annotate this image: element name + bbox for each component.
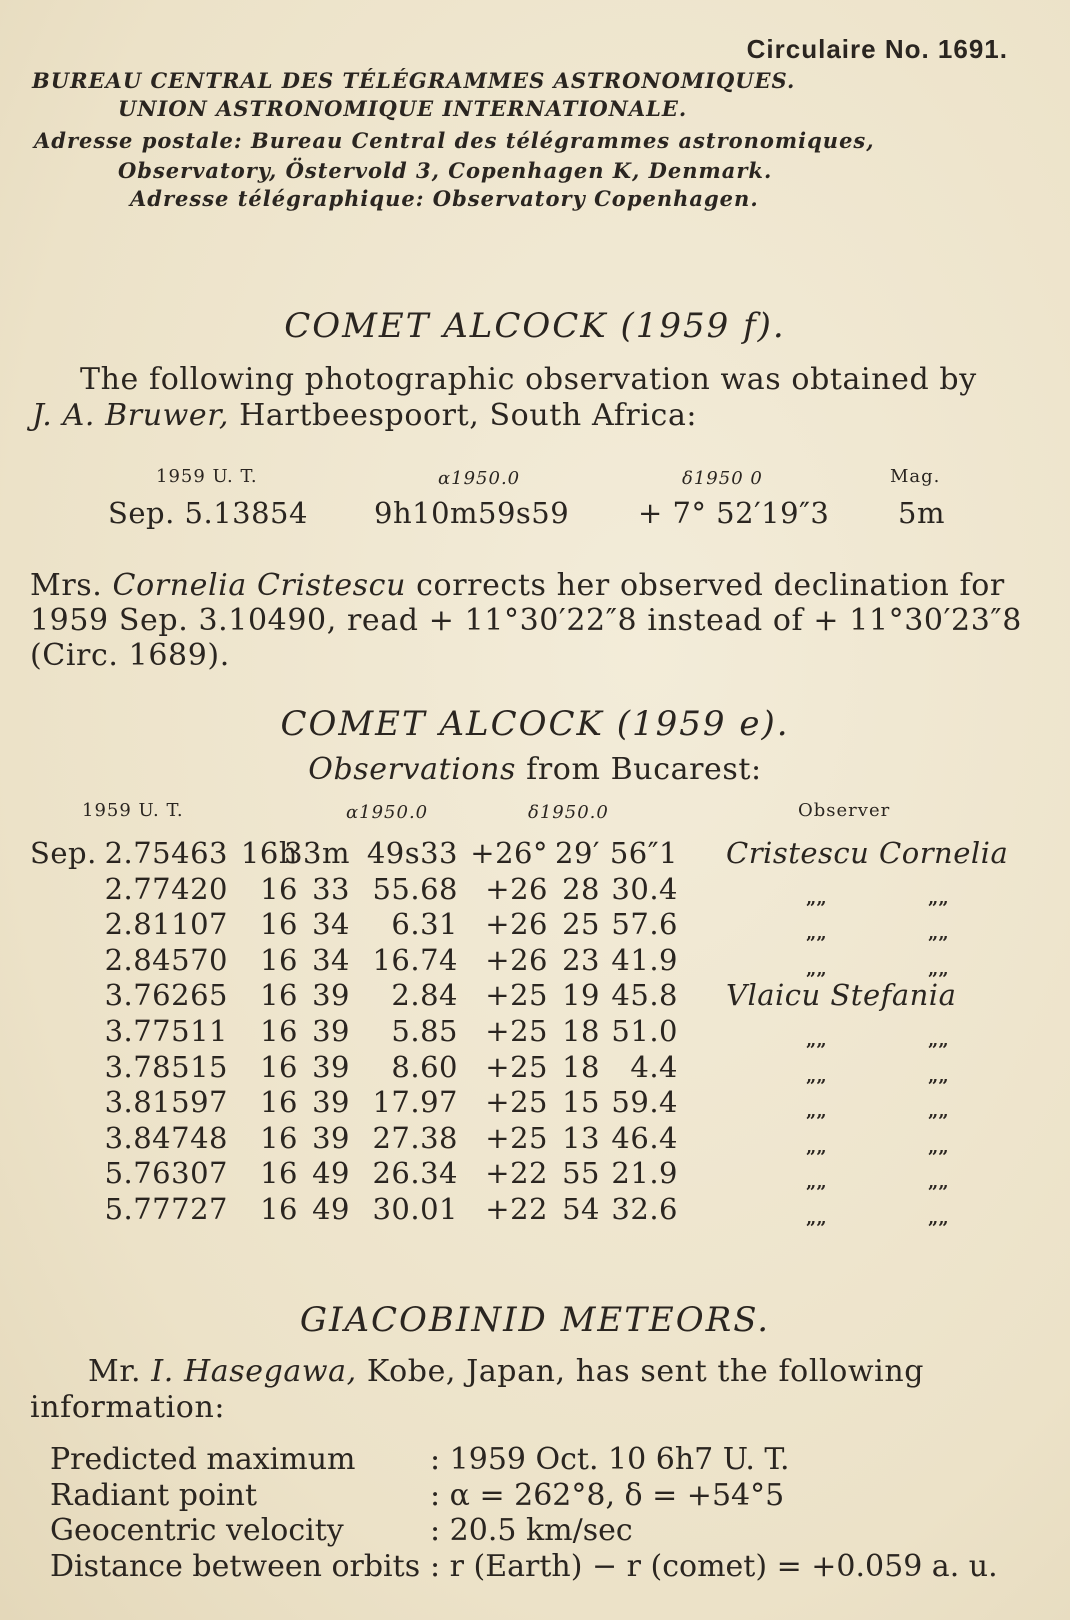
meteor-value: : 1959 Oct. 10 6h7 U. T. xyxy=(430,1442,790,1477)
cell-ra-h: 16 xyxy=(260,1014,298,1048)
cell-date: 5.76307 xyxy=(104,1156,228,1191)
meteor-intro-prefix: Mr. xyxy=(88,1354,152,1389)
cell-dec-d: +26 xyxy=(485,871,548,906)
meteor-value: : α = 262°8, δ = +54°5 xyxy=(430,1477,785,1513)
ditto-mark: „„ xyxy=(806,1101,827,1123)
cell-dec-s: 4.4 xyxy=(630,1049,678,1084)
col-header-dec: δ1950 0 xyxy=(682,468,763,489)
section-title-comet-alcock-e: COMET ALCOCK (1959 e). xyxy=(280,704,790,744)
cell-ra-h: 16 xyxy=(260,1049,298,1084)
cell-dec-s: 51.0 xyxy=(611,1014,678,1048)
cell-date: 2.75463 xyxy=(104,836,228,870)
cell-ra-s: 2.84 xyxy=(391,978,458,1013)
table-col-dec: δ1950.0 xyxy=(528,802,609,823)
cell-ra-m: 39 xyxy=(312,1120,350,1155)
cell-dec-m: 54 xyxy=(562,1192,600,1226)
cell-dec-s: 32.6 xyxy=(611,1192,678,1226)
obs-mag: 5m xyxy=(898,496,945,530)
cell-ra-s: 5.85 xyxy=(391,1014,458,1048)
cell-dec-m: 23 xyxy=(562,942,600,977)
cell-dec-s: 59.4 xyxy=(611,1085,678,1120)
ditto-mark: „„ xyxy=(806,887,827,909)
ditto-mark: „„ xyxy=(928,923,949,945)
ditto-mark: „„ xyxy=(806,1172,827,1194)
ditto-mark: „„ xyxy=(806,958,827,980)
correction-line2: 1959 Sep. 3.10490, read + 11°30′22″8 instead of + 11°30′23″8 xyxy=(30,603,1022,638)
section-title-comet-alcock-f: COMET ALCOCK (1959 f). xyxy=(284,306,786,346)
ditto-mark: „„ xyxy=(928,1101,949,1123)
cell-dec-m: 29′ xyxy=(555,836,600,870)
cell-ra-m: 34 xyxy=(312,942,350,977)
cell-ra-m: 39 xyxy=(312,978,350,1013)
cell-date: 3.81597 xyxy=(104,1085,228,1120)
cell-date: 3.77511 xyxy=(104,1014,228,1048)
cell-dec-m: 15 xyxy=(562,1085,600,1120)
postal-address: Adresse postale: Bureau Central des télégrammes astronomiques, xyxy=(34,128,875,153)
meteor-label: Radiant point xyxy=(50,1477,257,1513)
cell-date: 3.76265 xyxy=(104,978,228,1013)
ditto-mark: „„ xyxy=(928,1136,949,1158)
ditto-mark: „„ xyxy=(806,923,827,945)
cell-ra-h: 16 xyxy=(260,871,298,906)
observer-name: J. A. Bruwer, xyxy=(32,398,230,433)
cell-ra-s: 16.74 xyxy=(372,942,458,977)
obs-dec: + 7° 52′19″3 xyxy=(638,496,830,530)
cell-ra-m: 34 xyxy=(312,907,350,942)
cell-ra-h: 16 xyxy=(260,1192,298,1226)
subtitle-place: from Bucarest: xyxy=(516,752,762,787)
section1-intro-line2 xyxy=(32,398,697,433)
cell-ra-s: 17.97 xyxy=(372,1085,458,1120)
cell-dec-d: +25 xyxy=(485,1049,548,1084)
cell-ra-h: 16 xyxy=(260,1085,298,1120)
bureau-name: BUREAU CENTRAL DES TÉLÉGRAMMES ASTRONOMIQUES. xyxy=(32,68,796,93)
cell-ra-s: 6.31 xyxy=(391,907,458,942)
meteor-observer: I. Hasegawa, xyxy=(151,1354,357,1389)
cell-dec-d: +22 xyxy=(485,1156,548,1191)
cell-date: 3.78515 xyxy=(104,1049,228,1084)
meteor-label: Predicted maximum xyxy=(50,1442,356,1477)
cell-dec-d: +26° xyxy=(470,836,548,870)
cell-ra-h: 16 xyxy=(260,907,298,942)
cell-ra-m: 39 xyxy=(312,1014,350,1048)
col-header-mag: Mag. xyxy=(890,466,941,487)
cell-dec-d: +25 xyxy=(485,1014,548,1048)
cell-ra-m: 49 xyxy=(312,1156,350,1191)
meteor-label: Geocentric velocity xyxy=(50,1513,344,1548)
section2-subtitle xyxy=(0,752,1070,787)
cell-dec-m: 18 xyxy=(562,1014,600,1048)
cell-dec-d: +25 xyxy=(485,1085,548,1120)
ditto-mark: „„ xyxy=(806,1065,827,1087)
cell-dec-m: 55 xyxy=(562,1156,600,1191)
section1-intro: The following photographic observation was obtained by xyxy=(80,362,977,397)
ditto-mark: „„ xyxy=(928,1030,949,1051)
cell-ra-m: 49 xyxy=(312,1192,350,1226)
meteor-intro xyxy=(88,1354,924,1389)
cell-date: 2.81107 xyxy=(104,907,228,942)
cell-ra-h: 16 xyxy=(260,1156,298,1191)
cell-ra-h: 16h xyxy=(240,836,298,870)
meteor-intro-line2: information: xyxy=(30,1390,226,1425)
ditto-mark: „„ xyxy=(806,1136,827,1158)
cell-dec-d: +25 xyxy=(485,978,548,1013)
meteor-intro-text: Kobe, Japan, has sent the following xyxy=(356,1354,925,1389)
cell-ra-h: 16 xyxy=(260,978,298,1013)
obs-ra: 9h10m59s59 xyxy=(374,496,570,530)
table-col-observer: Observer xyxy=(798,800,891,821)
meteor-value: : 20.5 km/sec xyxy=(430,1513,633,1548)
cell-ra-s: 26.34 xyxy=(372,1156,458,1191)
correction-text: corrects her observed declination for xyxy=(406,568,1005,603)
observer-location: Hartbeespoort, South Africa: xyxy=(229,398,698,433)
cell-ra-h: 16 xyxy=(260,1120,298,1155)
cell-dec-d: +22 xyxy=(485,1192,548,1226)
cell-observer: Cristescu Cornelia xyxy=(726,836,1009,870)
cell-dec-s: 21.9 xyxy=(611,1156,678,1191)
telegraphic-address: Adresse télégraphique: Observatory Copenhagen. xyxy=(130,186,759,211)
cell-ra-m: 33m xyxy=(284,836,350,870)
cell-dec-d: +25 xyxy=(485,1120,548,1155)
cell-dec-s: 41.9 xyxy=(611,942,678,977)
col-header-ut: 1959 U. T. xyxy=(156,466,258,487)
cell-dec-m: 19 xyxy=(562,978,600,1013)
table-col-ra: α1950.0 xyxy=(346,802,429,823)
cell-ra-m: 39 xyxy=(312,1085,350,1120)
ditto-mark: „„ xyxy=(928,1172,949,1194)
cell-dec-m: 18 xyxy=(562,1049,600,1084)
meteor-value: : r (Earth) − r (comet) = +0.059 a. u. xyxy=(430,1548,998,1584)
cell-date: 5.77727 xyxy=(104,1192,228,1226)
cell-dec-s: 45.8 xyxy=(611,978,678,1013)
cell-dec-s: 57.6 xyxy=(611,907,678,942)
meteor-label: Distance between orbits xyxy=(50,1548,421,1584)
cell-ra-m: 33 xyxy=(312,871,350,906)
cell-date: 3.84748 xyxy=(104,1120,228,1155)
ditto-mark: „„ xyxy=(806,1030,827,1051)
cell-dec-d: +26 xyxy=(485,942,548,977)
cell-ra-s: 30.01 xyxy=(372,1192,458,1226)
correction-prefix: Mrs. xyxy=(30,568,113,603)
subtitle-observations: Observations xyxy=(308,752,517,787)
cell-dec-d: +26 xyxy=(485,907,548,942)
correction-name: Cornelia Cristescu xyxy=(112,568,406,603)
cell-dec-s: 30.4 xyxy=(611,871,678,906)
cell-ra-s: 27.38 xyxy=(372,1120,458,1155)
correction-line1 xyxy=(30,568,1005,603)
union-name: UNION ASTRONOMIQUE INTERNATIONALE. xyxy=(118,96,688,121)
obs-date: Sep. 5.13854 xyxy=(108,496,308,530)
postal-address-line2: Observatory, Östervold 3, Copenhagen K, Denmark. xyxy=(118,158,773,183)
table-col-ut: 1959 U. T. xyxy=(82,800,184,821)
ditto-mark: „„ xyxy=(928,887,949,909)
section-title-giacobinid: GIACOBINID METEORS. xyxy=(299,1300,771,1340)
cell-ra-s: 8.60 xyxy=(391,1049,458,1084)
cell-date: 2.77420 xyxy=(104,871,228,906)
col-header-ra: α1950.0 xyxy=(438,468,521,489)
ditto-mark: „„ xyxy=(928,1208,949,1229)
circular-number: Circulaire No. 1691. xyxy=(746,34,1008,64)
cell-observer: Vlaicu Stefania xyxy=(726,978,957,1013)
correction-line3: (Circ. 1689). xyxy=(30,638,230,673)
cell-dec-m: 25 xyxy=(562,907,600,942)
cell-dec-m: 13 xyxy=(562,1120,600,1155)
ditto-mark: „„ xyxy=(928,958,949,980)
cell-ra-s: 49s33 xyxy=(366,836,458,870)
cell-dec-m: 28 xyxy=(562,871,600,906)
cell-ra-h: 16 xyxy=(260,942,298,977)
cell-dec-s: 56″1 xyxy=(609,836,678,870)
cell-ra-m: 39 xyxy=(312,1049,350,1084)
ditto-mark: „„ xyxy=(806,1208,827,1229)
ditto-mark: „„ xyxy=(928,1065,949,1087)
cell-ra-s: 55.68 xyxy=(372,871,458,906)
cell-dec-s: 46.4 xyxy=(611,1120,678,1155)
table-month: Sep. xyxy=(30,836,97,870)
cell-date: 2.84570 xyxy=(104,942,228,977)
